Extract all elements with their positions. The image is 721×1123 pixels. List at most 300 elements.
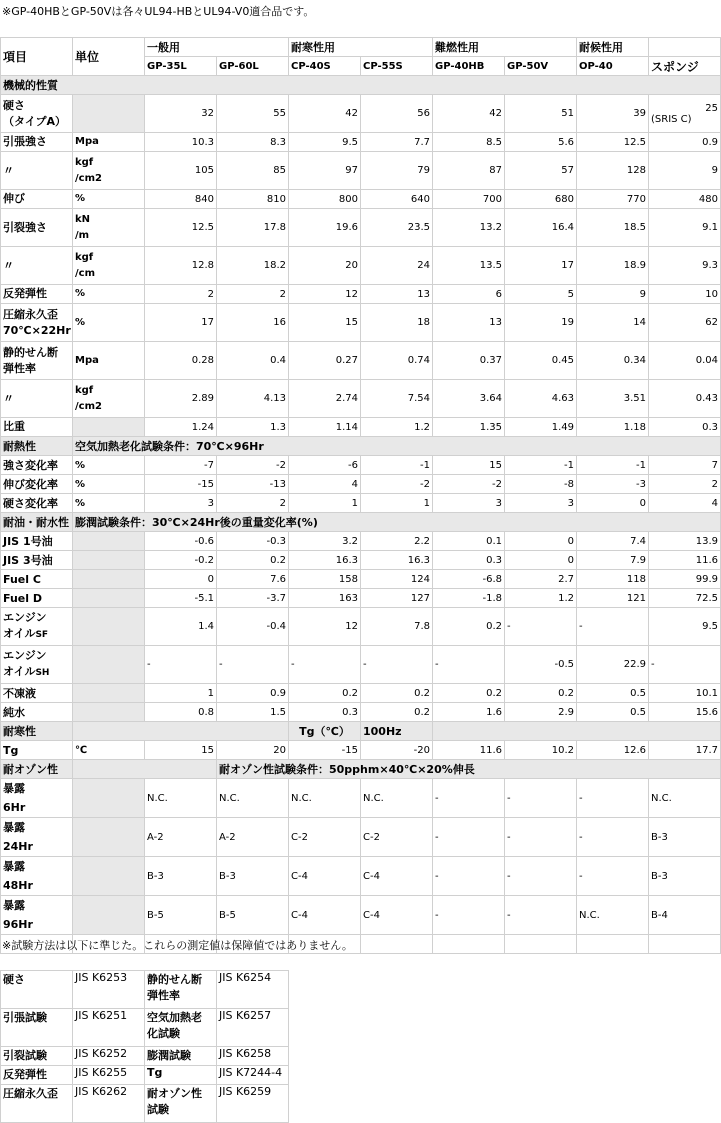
- row-unit: %: [73, 475, 145, 494]
- row-unit: ℃: [73, 741, 145, 760]
- method-row: [1, 971, 289, 1009]
- value-cell: 87: [433, 152, 505, 190]
- value-cell: -0.2: [145, 551, 217, 570]
- row-unit: Mpa: [73, 133, 145, 152]
- row-label: Tg: [1, 741, 73, 760]
- value-cell: -2: [433, 475, 505, 494]
- value-cell: 0.34: [577, 342, 649, 380]
- mech-row: [1, 152, 721, 190]
- value-cell: 0.3: [649, 418, 721, 437]
- value-cell: -2: [361, 475, 433, 494]
- value-cell: 13: [433, 304, 505, 342]
- value-cell: 10.1: [649, 684, 721, 703]
- row-label: 硬さ変化率: [1, 494, 73, 513]
- method-test-name: 静的せん断 弾性率: [145, 971, 217, 1009]
- value-cell: 4.63: [505, 380, 577, 418]
- method-standard: JIS K6252: [73, 1047, 145, 1066]
- value-cell: 0.2: [289, 684, 361, 703]
- value-cell: 16.4: [505, 209, 577, 247]
- section-mechanical: [1, 76, 721, 95]
- oil-row: [1, 532, 721, 551]
- section-condition: 空気加熱老化試験条件：70℃×96Hr: [73, 437, 721, 456]
- heat-row: [1, 456, 721, 475]
- value-cell: 0.9: [649, 133, 721, 152]
- row-unit: %: [73, 285, 145, 304]
- row-label: 静的せん断 弾性率: [1, 342, 73, 380]
- row-unit: [73, 646, 145, 684]
- value-cell: 8.3: [217, 133, 289, 152]
- method-standard: JIS K6259: [217, 1085, 289, 1123]
- value-cell: 0.74: [361, 342, 433, 380]
- value-cell: 0.27: [289, 342, 361, 380]
- method-test-name: Tg: [145, 1066, 217, 1085]
- row-label: 引張強さ: [1, 133, 73, 152]
- value-cell: 680: [505, 190, 577, 209]
- row-unit: [73, 532, 145, 551]
- value-cell: 12.6: [577, 741, 649, 760]
- properties-table: [0, 37, 721, 954]
- value-cell: 16: [217, 304, 289, 342]
- value-cell: 127: [361, 589, 433, 608]
- group-general: 一般用: [145, 38, 289, 57]
- row-unit: kgf /cm2: [73, 380, 145, 418]
- product-header: CP-55S: [361, 57, 433, 76]
- value-cell: -: [505, 779, 577, 818]
- oil-row: [1, 703, 721, 722]
- value-cell: 2: [217, 285, 289, 304]
- value-cell: 1.3: [217, 418, 289, 437]
- bottom-note: ※試験方法は以下に準じた。これらの測定値は保障値ではありません。: [2, 939, 353, 952]
- section-oil: [1, 513, 721, 532]
- value-cell: 32: [145, 95, 217, 133]
- value-cell: 1.2: [361, 418, 433, 437]
- value-cell: 0.43: [649, 380, 721, 418]
- value-cell: -: [577, 608, 649, 646]
- product-header: GP-50V: [505, 57, 577, 76]
- value-cell: -: [505, 896, 577, 935]
- value-cell: 9.5: [649, 608, 721, 646]
- value-cell: 25 (SRIS C): [649, 95, 721, 133]
- value-cell: 4.13: [217, 380, 289, 418]
- product-header: スポンジ: [649, 57, 721, 76]
- value-cell: 12.5: [145, 209, 217, 247]
- empty-cell: [505, 935, 577, 954]
- value-cell: -: [433, 646, 505, 684]
- mech-row: [1, 133, 721, 152]
- value-cell: 51: [505, 95, 577, 133]
- row-label: 反発弾性: [1, 285, 73, 304]
- oil-row: [1, 608, 721, 646]
- value-cell: -3.7: [217, 589, 289, 608]
- row-unit: [73, 589, 145, 608]
- value-cell: 7: [649, 456, 721, 475]
- value-cell: 1: [145, 684, 217, 703]
- value-cell: -: [577, 818, 649, 857]
- value-cell: 3: [145, 494, 217, 513]
- row-unit: Mpa: [73, 342, 145, 380]
- mech-row: [1, 380, 721, 418]
- value-cell: 5.6: [505, 133, 577, 152]
- row-label: 比重: [1, 418, 73, 437]
- value-cell: -3: [577, 475, 649, 494]
- row-label: 硬さ （タイプA）: [1, 95, 73, 133]
- value-cell: N.C.: [145, 779, 217, 818]
- method-test-name: 引張試験: [1, 1009, 73, 1047]
- value-cell: 4: [649, 494, 721, 513]
- value-cell: 12: [289, 608, 361, 646]
- value-cell: 163: [289, 589, 361, 608]
- oil-row: [1, 589, 721, 608]
- value-cell: 1.2: [505, 589, 577, 608]
- section-spacer: [73, 722, 289, 741]
- value-cell: 12.5: [577, 133, 649, 152]
- value-cell: 3.64: [433, 380, 505, 418]
- value-cell: -1: [361, 456, 433, 475]
- value-cell: 840: [145, 190, 217, 209]
- value-cell: 700: [433, 190, 505, 209]
- value-cell: -7: [145, 456, 217, 475]
- value-cell: B-3: [145, 857, 217, 896]
- value-cell: 99.9: [649, 570, 721, 589]
- value-cell: 42: [433, 95, 505, 133]
- mech-row: [1, 209, 721, 247]
- row-unit: [73, 684, 145, 703]
- heat-row: [1, 494, 721, 513]
- row-label: 暴露 96Hr: [1, 896, 73, 935]
- value-cell: B-3: [649, 857, 721, 896]
- value-cell: -: [145, 646, 217, 684]
- value-cell: 0: [505, 532, 577, 551]
- value-cell: N.C.: [649, 779, 721, 818]
- method-row: [1, 1085, 289, 1123]
- value-cell: 128: [577, 152, 649, 190]
- value-cell: 13: [361, 285, 433, 304]
- value-cell: 19: [505, 304, 577, 342]
- value-cell: 0.04: [649, 342, 721, 380]
- value-cell: 9.1: [649, 209, 721, 247]
- value-cell: 39: [577, 95, 649, 133]
- value-cell: 42: [289, 95, 361, 133]
- value-cell: 17.8: [217, 209, 289, 247]
- value-cell: 124: [361, 570, 433, 589]
- value-cell: 19.6: [289, 209, 361, 247]
- row-unit: %: [73, 304, 145, 342]
- value-cell: -: [433, 857, 505, 896]
- value-cell: 12.8: [145, 247, 217, 285]
- row-label: 暴露 6Hr: [1, 779, 73, 818]
- value-cell: -20: [361, 741, 433, 760]
- group-empty: [649, 38, 721, 57]
- row-unit: [73, 818, 145, 857]
- value-cell: -: [577, 857, 649, 896]
- value-cell: 810: [217, 190, 289, 209]
- value-cell: 13.9: [649, 532, 721, 551]
- method-test-name: 引裂試験: [1, 1047, 73, 1066]
- value-cell: -0.4: [217, 608, 289, 646]
- value-cell: 15.6: [649, 703, 721, 722]
- section-ozone: [1, 760, 721, 779]
- value-cell: -5.1: [145, 589, 217, 608]
- value-cell: -2: [217, 456, 289, 475]
- value-cell: 1: [361, 494, 433, 513]
- value-cell: 16.3: [361, 551, 433, 570]
- value-cell: 640: [361, 190, 433, 209]
- section-title: 耐油・耐水性: [1, 513, 73, 532]
- value-cell: 22.9: [577, 646, 649, 684]
- value-cell: -13: [217, 475, 289, 494]
- value-cell: 1.24: [145, 418, 217, 437]
- method-test-name: 空気加熱老 化試験: [145, 1009, 217, 1047]
- value-cell: 0.5: [577, 703, 649, 722]
- row-label: 引裂強さ: [1, 209, 73, 247]
- value-cell: 480: [649, 190, 721, 209]
- value-cell: 11.6: [649, 551, 721, 570]
- method-test-name: 圧縮永久歪: [1, 1085, 73, 1123]
- section-condition: 100Hz: [361, 722, 433, 741]
- value-cell: 0.3: [433, 551, 505, 570]
- mech-row: [1, 418, 721, 437]
- empty-cell: [361, 935, 433, 954]
- value-cell: 18.5: [577, 209, 649, 247]
- value-cell: N.C.: [361, 779, 433, 818]
- cold-row: [1, 741, 721, 760]
- row-label: 暴露 24Hr: [1, 818, 73, 857]
- row-unit: kgf /cm2: [73, 152, 145, 190]
- value-cell: 2: [649, 475, 721, 494]
- row-unit: kN /m: [73, 209, 145, 247]
- value-cell: 0.28: [145, 342, 217, 380]
- row-unit: [73, 570, 145, 589]
- value-cell: A-2: [217, 818, 289, 857]
- value-cell: 85: [217, 152, 289, 190]
- methods-table: [0, 970, 289, 1123]
- row-unit: %: [73, 456, 145, 475]
- row-label: 〃: [1, 152, 73, 190]
- row-label: 純水: [1, 703, 73, 722]
- value-cell: 1.14: [289, 418, 361, 437]
- empty-cell: [433, 935, 505, 954]
- value-cell: 17: [505, 247, 577, 285]
- row-label: 暴露 48Hr: [1, 857, 73, 896]
- value-cell: 0.1: [433, 532, 505, 551]
- ozone-row: [1, 896, 721, 935]
- value-cell: 15: [289, 304, 361, 342]
- value-cell: 13.2: [433, 209, 505, 247]
- value-cell: B-5: [217, 896, 289, 935]
- row-unit: [73, 95, 145, 133]
- value-cell: N.C.: [577, 896, 649, 935]
- method-row: [1, 1047, 289, 1066]
- row-unit: [73, 857, 145, 896]
- empty-cell: [577, 935, 649, 954]
- value-cell: 158: [289, 570, 361, 589]
- header-unit: 単位: [73, 38, 145, 76]
- mech-row: [1, 190, 721, 209]
- method-test-name: 反発弾性: [1, 1066, 73, 1085]
- row-unit: [73, 896, 145, 935]
- value-cell: 9.3: [649, 247, 721, 285]
- value-cell: B-3: [649, 818, 721, 857]
- value-cell: -: [505, 608, 577, 646]
- value-cell: -: [433, 779, 505, 818]
- value-cell: 0: [577, 494, 649, 513]
- value-cell: 3.51: [577, 380, 649, 418]
- product-header: GP-60L: [217, 57, 289, 76]
- value-cell: 11.6: [433, 741, 505, 760]
- empty-cell: [649, 935, 721, 954]
- value-cell: 121: [577, 589, 649, 608]
- method-standard: JIS K6257: [217, 1009, 289, 1047]
- row-unit: %: [73, 190, 145, 209]
- row-label: エンジン オイルSF: [1, 608, 73, 646]
- section-title: 耐寒性: [1, 722, 73, 741]
- header-row-groups: [1, 38, 721, 57]
- value-cell: -: [361, 646, 433, 684]
- row-unit: [73, 418, 145, 437]
- method-row: [1, 1009, 289, 1047]
- product-header: CP-40S: [289, 57, 361, 76]
- value-cell: 18: [361, 304, 433, 342]
- ozone-row: [1, 818, 721, 857]
- value-cell: B-3: [217, 857, 289, 896]
- value-cell: 800: [289, 190, 361, 209]
- value-cell: 16.3: [289, 551, 361, 570]
- oil-row: [1, 646, 721, 684]
- method-standard: JIS K6258: [217, 1047, 289, 1066]
- oil-row: [1, 684, 721, 703]
- product-header: OP-40: [577, 57, 649, 76]
- mech-row: [1, 304, 721, 342]
- row-label: 伸び変化率: [1, 475, 73, 494]
- value-cell: 10: [649, 285, 721, 304]
- section-heat: [1, 437, 721, 456]
- value-cell: 7.4: [577, 532, 649, 551]
- value-cell: -: [433, 818, 505, 857]
- value-cell: 5: [505, 285, 577, 304]
- value-cell: 57: [505, 152, 577, 190]
- value-cell: 15: [433, 456, 505, 475]
- value-cell: 56: [361, 95, 433, 133]
- value-cell: C-4: [289, 896, 361, 935]
- value-cell: 770: [577, 190, 649, 209]
- value-cell: C-2: [361, 818, 433, 857]
- value-cell: 0: [505, 551, 577, 570]
- value-cell: 7.9: [577, 551, 649, 570]
- value-cell: 0.37: [433, 342, 505, 380]
- method-test-name: 膨潤試験: [145, 1047, 217, 1066]
- group-flame: 難燃性用: [433, 38, 577, 57]
- oil-row: [1, 551, 721, 570]
- row-unit: [73, 703, 145, 722]
- value-cell: -: [577, 779, 649, 818]
- section-spacer: [433, 722, 721, 741]
- value-cell: 7.8: [361, 608, 433, 646]
- row-label: Fuel D: [1, 589, 73, 608]
- ozone-row: [1, 857, 721, 896]
- value-cell: 0: [145, 570, 217, 589]
- value-cell: -: [217, 646, 289, 684]
- value-cell: C-4: [289, 857, 361, 896]
- value-cell: 17.7: [649, 741, 721, 760]
- value-cell: 23.5: [361, 209, 433, 247]
- value-cell: -: [649, 646, 721, 684]
- value-cell: 79: [361, 152, 433, 190]
- value-cell: C-4: [361, 896, 433, 935]
- section-cold: [1, 722, 721, 741]
- value-cell: -0.6: [145, 532, 217, 551]
- value-cell: 1.49: [505, 418, 577, 437]
- value-cell: 62: [649, 304, 721, 342]
- value-cell: 18.2: [217, 247, 289, 285]
- section-title: 機械的性質: [1, 76, 721, 95]
- value-cell: 2: [145, 285, 217, 304]
- value-cell: 1.35: [433, 418, 505, 437]
- value-cell: 20: [289, 247, 361, 285]
- value-cell: 1.4: [145, 608, 217, 646]
- method-standard: JIS K6254: [217, 971, 289, 1009]
- value-cell: 0.9: [217, 684, 289, 703]
- product-header: GP-35L: [145, 57, 217, 76]
- value-cell: 2: [217, 494, 289, 513]
- value-cell: 0.2: [217, 551, 289, 570]
- value-cell: 1.5: [217, 703, 289, 722]
- value-cell: 4: [289, 475, 361, 494]
- value-cell: -8: [505, 475, 577, 494]
- method-test-name: 耐オゾン性 試験: [145, 1085, 217, 1123]
- section-spacer: [73, 760, 217, 779]
- value-cell: 8.5: [433, 133, 505, 152]
- value-cell: 20: [217, 741, 289, 760]
- value-cell: 2.2: [361, 532, 433, 551]
- product-header: GP-40HB: [433, 57, 505, 76]
- group-weather: 耐候性用: [577, 38, 649, 57]
- row-unit: kgf /cm: [73, 247, 145, 285]
- row-unit: [73, 551, 145, 570]
- value-cell: 0.5: [577, 684, 649, 703]
- row-label: Fuel C: [1, 570, 73, 589]
- value-cell: 3.2: [289, 532, 361, 551]
- method-standard: JIS K6262: [73, 1085, 145, 1123]
- value-cell: 2.7: [505, 570, 577, 589]
- row-label: JIS 1号油: [1, 532, 73, 551]
- value-cell: 0.2: [505, 684, 577, 703]
- value-cell: 12: [289, 285, 361, 304]
- value-cell: -0.3: [217, 532, 289, 551]
- mech-row: [1, 247, 721, 285]
- row-label: 不凍液: [1, 684, 73, 703]
- row-label: 圧縮永久歪 70℃×22Hr: [1, 304, 73, 342]
- value-cell: N.C.: [217, 779, 289, 818]
- row-label: 強さ変化率: [1, 456, 73, 475]
- value-cell: -1: [505, 456, 577, 475]
- value-cell: 2.9: [505, 703, 577, 722]
- value-cell: -15: [289, 741, 361, 760]
- value-cell: 97: [289, 152, 361, 190]
- value-cell: B-4: [649, 896, 721, 935]
- method-test-name: 硬さ: [1, 971, 73, 1009]
- value-cell: 13.5: [433, 247, 505, 285]
- value-cell: -: [505, 857, 577, 896]
- value-cell: 118: [577, 570, 649, 589]
- value-cell: 0.2: [361, 703, 433, 722]
- mech-row: [1, 95, 721, 133]
- value-cell: -0.5: [505, 646, 577, 684]
- value-cell: 18.9: [577, 247, 649, 285]
- ozone-row: [1, 779, 721, 818]
- value-cell: -1: [577, 456, 649, 475]
- row-label: 〃: [1, 247, 73, 285]
- method-standard: JIS K6255: [73, 1066, 145, 1085]
